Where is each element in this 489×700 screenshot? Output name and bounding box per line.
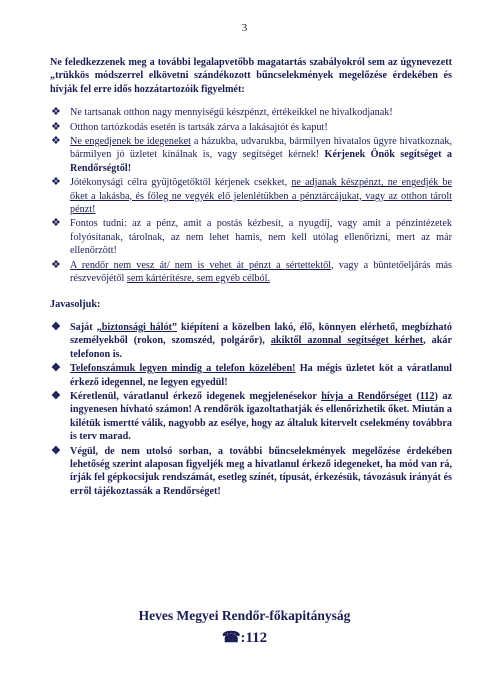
- page-number: 3: [241, 22, 248, 34]
- bullet-icon: ❖: [51, 389, 61, 402]
- bullet-icon: ❖: [51, 135, 61, 148]
- text-run: „biztonsági hálót”: [96, 321, 178, 333]
- section-title: Javasoljuk:: [50, 298, 101, 310]
- bullet-icon: ❖: [51, 217, 61, 230]
- document-body: [50, 56, 452, 499]
- footer: [0, 608, 489, 647]
- text-run: 112: [419, 390, 435, 402]
- text-run: ne adjanak készpénzt, ne engedjék be őket a lakásba, és főleg ne vegyék elő jelenlétükben a pénztárcájukat, vagy az otthon tárolt pénzt!: [70, 177, 452, 216]
- bullet-icon: ❖: [51, 106, 61, 119]
- warning-item: [50, 259, 452, 286]
- advice-item: [50, 321, 452, 361]
- text-run: kiépíteni a közelben lakó, élő, könnyen elérhető, megbízható személyekből (rokon, szomszéd, polgárőr),: [70, 321, 452, 347]
- text-run: Ha mégis üzletet köt a váratlanul érkező idegennel, ne legyen egyedül!: [70, 363, 452, 388]
- advice-item: [50, 390, 452, 444]
- warning-item: [50, 106, 452, 119]
- advice-item: [50, 445, 452, 499]
- phone-icon: ☎: [221, 630, 241, 646]
- warning-item: [50, 135, 452, 175]
- text-run: Végül, de nem utolsó sorban, a további bűncselekmények megelőzése érdekében lehetőség szerint alaposan figyeljék meg a hivatlanul érkező idegeneket, ha mód van rá, írják fel gépkocsijuk rendszámát, esetleg színét, típusát, érkezésük, távozásuk irányát és erről tájékoztassák a Rendőrséget!: [70, 445, 452, 497]
- text-run: , vagy a büntetőeljárás más részvevőjétől: [70, 259, 452, 285]
- text-run: Jótékonysági célra gyűjtögetőktől kérjenek csekket,: [70, 177, 292, 189]
- text-run: ) az ingyenesen hívható számon! A rendőrök igazoltathatják és ellenőrizhetik őket. Miután a kilétük ismertté válik, nagyobb az esélye, hogy az általuk kitervelt cselekmény továbbra is terv marad.: [70, 390, 452, 443]
- warning-item: [50, 176, 452, 216]
- bullet-icon: ❖: [51, 444, 61, 457]
- bullet-icon: ❖: [51, 320, 61, 333]
- bullet-icon: ❖: [51, 362, 61, 375]
- text-run: Saját: [70, 321, 97, 333]
- advice-list: [50, 321, 452, 498]
- text-run: A rendőr nem vesz át/ nem is vehet át pénzt a sértettektől: [70, 259, 332, 271]
- text-run: Ne tartsanak otthon nagy mennyiségű készpénzt, értékeikkel ne hivalkodjanak!: [70, 107, 393, 119]
- text-run: Telefonszámuk legyen mindig a telefon közelében!: [70, 363, 296, 375]
- intro-paragraph: Ne feledkezzenek meg a további legalapvetőbb magatartás szabályokról sem az úgynevezett „trükkös módszerrel elkövetni szándékozott bűncselekmények megelőzése érdekében és hívják fel erre idős hozzátartozóik figyelmét:: [50, 57, 452, 95]
- agency-name: Heves Megyei Rendőr-főkapitányság: [138, 608, 351, 623]
- text-run: akiktől azonnal segítséget kérhet: [270, 335, 424, 347]
- warning-item: [50, 121, 452, 134]
- text-run: Fontos tudni: az a pénz, amit a postás kézbesít, a nyugdíj, vagy amit a pénzintézetek folyósítanak, tárolnak, az nem lehet hamis, nem kell utólag ellenőrizni, mert az már ellenőrzött!: [70, 218, 452, 257]
- text-run: hívja a Rendőrséget: [321, 390, 412, 402]
- text-run: Otthon tartózkodás esetén is tartsák zárva a lakásajtót és kaput!: [70, 121, 328, 133]
- text-run: , akár telefonon is.: [70, 335, 453, 360]
- bullet-icon: ❖: [51, 258, 61, 271]
- text-run: a házukba, udvarukba, bármilyen hivatalos ügyre hivatkoznak, bármilyen jó üzletet kínálnak is, vagy segítséget kérnek!: [70, 136, 452, 161]
- advice-item: [50, 362, 452, 389]
- text-run: Ne engedjenek be idegeneket: [70, 136, 191, 148]
- text-run: sem kártérítésre, sem egyéb célból.: [126, 273, 270, 285]
- warning-list: [50, 106, 452, 285]
- phone-number: :112: [240, 630, 268, 646]
- text-run: (: [411, 390, 420, 402]
- phone-line: [0, 628, 489, 647]
- warning-item: [50, 217, 452, 257]
- text-run: Kérjenek Önök segítséget a Rendőrségtől!: [70, 149, 452, 174]
- text-run: Kéretlenül, váratlanul érkező idegenek megjelenésekor: [70, 390, 322, 402]
- bullet-icon: ❖: [51, 120, 61, 133]
- bullet-icon: ❖: [51, 176, 61, 189]
